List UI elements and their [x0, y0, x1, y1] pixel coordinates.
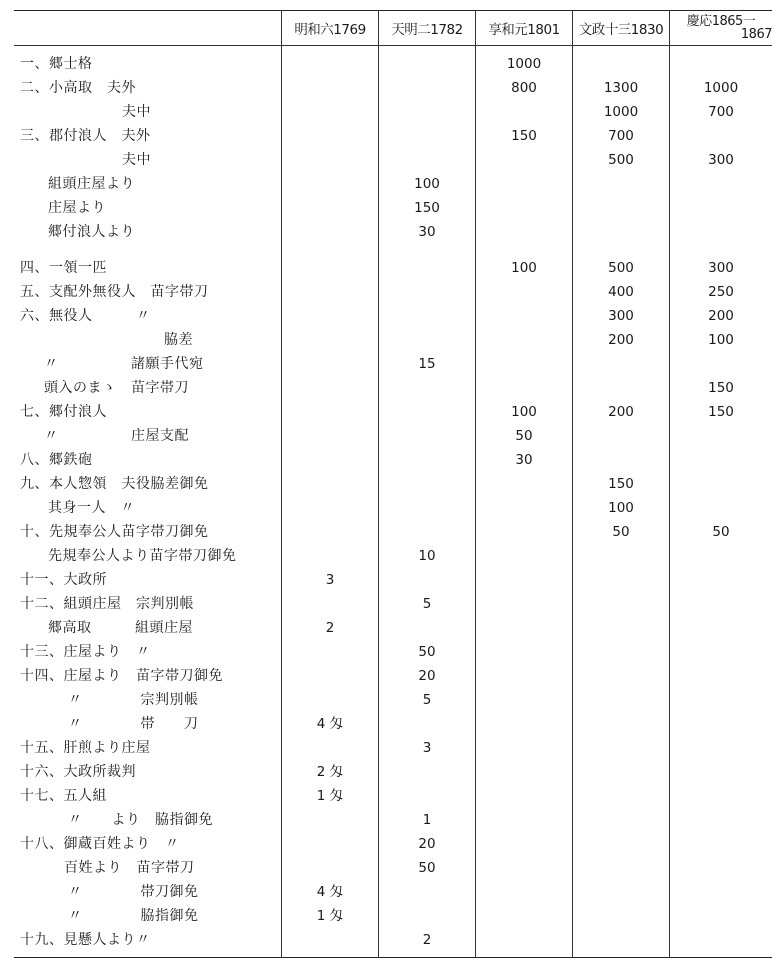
value-cell [573, 712, 669, 736]
table-row [14, 76, 772, 100]
value-cell: 150 [708, 404, 734, 420]
value-cell [670, 736, 772, 760]
value-cell [282, 376, 378, 400]
row-label: 〃 より 脇指御免 [68, 812, 213, 828]
value-cell [282, 220, 378, 244]
value-cell [282, 688, 378, 712]
value-cell [282, 424, 378, 448]
value-cell [379, 496, 475, 520]
value-cell [476, 220, 572, 244]
value-cell [573, 172, 669, 196]
value-cell [573, 808, 669, 832]
value-cell [476, 640, 572, 664]
value-cell [282, 472, 378, 496]
value-cell: 100 [708, 332, 734, 348]
value-cell [573, 52, 669, 76]
table-row [14, 124, 772, 148]
value-cell [573, 760, 669, 784]
header-tenmei: 天明二1782 [391, 22, 463, 38]
row-label: 十三、庄屋より 〃 [20, 644, 151, 660]
row-label: 郷付浪人より [48, 224, 135, 240]
table-row [14, 472, 772, 496]
row-label: 郷高取 組頭庄屋 [48, 620, 193, 636]
table-row [14, 736, 772, 760]
value-cell [282, 280, 378, 304]
row-label: 脇差 [164, 332, 193, 348]
table-row [14, 376, 772, 400]
value-cell [282, 496, 378, 520]
value-cell [476, 568, 572, 592]
value-cell [282, 928, 378, 952]
row-label: 夫中 [122, 104, 151, 120]
value-cell: 800 [511, 80, 537, 96]
value-cell [670, 52, 772, 76]
value-cell [476, 592, 572, 616]
value-cell [670, 568, 772, 592]
value-cell: 50 [515, 428, 533, 444]
value-cell [670, 496, 772, 520]
value-cell: 200 [608, 332, 634, 348]
header-divider [14, 45, 772, 46]
row-label: 四、一領一匹 [20, 260, 107, 276]
row-label: 十六、大政所裁判 [20, 764, 136, 780]
table-row [14, 664, 772, 688]
value-cell: 400 [608, 284, 634, 300]
row-label: 十一、大政所 [20, 572, 107, 588]
table-row [14, 256, 772, 280]
row-label: 組頭庄屋より [48, 176, 135, 192]
value-cell [282, 148, 378, 172]
value-cell [573, 664, 669, 688]
value-cell [379, 124, 475, 148]
value-cell [476, 904, 572, 928]
value-cell [573, 352, 669, 376]
value-cell [573, 784, 669, 808]
table-row [14, 100, 772, 124]
value-cell [476, 304, 572, 328]
value-cell: 5 [422, 692, 432, 708]
value-cell [282, 196, 378, 220]
value-cell [476, 784, 572, 808]
value-cell [282, 592, 378, 616]
value-cell: 20 [418, 836, 436, 852]
table-row [14, 172, 772, 196]
value-cell [476, 496, 572, 520]
value-cell [282, 736, 378, 760]
row-label: 六、無役人 〃 [20, 308, 151, 324]
value-cell: 1300 [603, 80, 639, 96]
row-label: 先規奉公人より苗字帯刀御免 [48, 548, 237, 564]
value-cell [670, 712, 772, 736]
value-cell: 100 [414, 176, 440, 192]
value-cell [573, 688, 669, 712]
value-cell [379, 76, 475, 100]
table-row [14, 424, 772, 448]
value-cell: 20 [418, 668, 436, 684]
table-row [14, 448, 772, 472]
row-label: 〃 庄屋支配 [44, 428, 189, 444]
value-cell [282, 100, 378, 124]
value-cell [573, 592, 669, 616]
value-cell: 700 [608, 128, 634, 144]
row-label: 〃 諸願手代宛 [44, 356, 204, 372]
row-label: 〃 帯刀御免 [68, 884, 199, 900]
value-cell: 30 [418, 224, 436, 240]
value-cell [379, 148, 475, 172]
value-cell [573, 832, 669, 856]
value-cell [670, 592, 772, 616]
value-cell [670, 640, 772, 664]
value-cell [573, 904, 669, 928]
price-table [14, 10, 772, 958]
value-cell: 2 [325, 620, 335, 636]
table-row [14, 856, 772, 880]
header-keio-line1: 慶応1865一 [686, 14, 756, 29]
row-label: 十、先規奉公人苗字帯刀御免 [20, 524, 209, 540]
value-cell [670, 124, 772, 148]
value-cell: 1000 [506, 56, 542, 72]
value-cell [379, 304, 475, 328]
value-cell [573, 568, 669, 592]
value-cell: 500 [608, 260, 634, 276]
row-label: 一、郷士格 [20, 56, 93, 72]
value-cell [379, 712, 475, 736]
value-cell [379, 448, 475, 472]
value-cell: 1 匁 [316, 788, 344, 804]
value-cell [476, 928, 572, 952]
header-keio [670, 11, 772, 45]
value-cell: 50 [612, 524, 630, 540]
value-cell: 3 [422, 740, 432, 756]
value-cell: 200 [708, 308, 734, 324]
table-row [14, 352, 772, 376]
value-cell [282, 640, 378, 664]
value-cell [476, 736, 572, 760]
value-cell [282, 76, 378, 100]
row-label: 八、郷鉄砲 [20, 452, 93, 468]
value-cell: 1 匁 [316, 908, 344, 924]
value-cell [670, 856, 772, 880]
row-label: 二、小高取 夫外 [20, 80, 136, 96]
value-cell [379, 256, 475, 280]
value-cell [670, 808, 772, 832]
header-bunsei: 文政十三1830 [578, 22, 664, 38]
row-label: 十四、庄屋より 苗字帯刀御免 [20, 668, 223, 684]
value-cell: 100 [511, 260, 537, 276]
value-cell [379, 616, 475, 640]
value-cell: 3 [325, 572, 335, 588]
value-cell [573, 880, 669, 904]
value-cell [282, 832, 378, 856]
value-cell [670, 544, 772, 568]
value-cell: 100 [608, 500, 634, 516]
value-cell: 50 [418, 644, 436, 660]
table-row [14, 280, 772, 304]
value-cell [379, 376, 475, 400]
value-cell [379, 520, 475, 544]
value-cell [379, 100, 475, 124]
value-cell [379, 784, 475, 808]
table-row [14, 688, 772, 712]
value-cell [573, 220, 669, 244]
table-row [14, 832, 772, 856]
table-row [14, 760, 772, 784]
value-cell [282, 544, 378, 568]
value-cell [476, 760, 572, 784]
table-row [14, 640, 772, 664]
value-cell [670, 880, 772, 904]
value-cell [670, 472, 772, 496]
value-cell [379, 400, 475, 424]
row-label: 其身一人 〃 [48, 500, 135, 516]
value-cell [476, 100, 572, 124]
row-label: 〃 宗判別帳 [68, 692, 199, 708]
value-cell [379, 328, 475, 352]
value-cell [282, 448, 378, 472]
value-cell: 300 [608, 308, 634, 324]
value-cell [670, 760, 772, 784]
header-meiwa: 明和六1769 [294, 22, 366, 38]
value-cell [476, 856, 572, 880]
value-cell [573, 196, 669, 220]
table-row [14, 592, 772, 616]
value-cell [476, 808, 572, 832]
value-cell [282, 124, 378, 148]
value-cell [670, 664, 772, 688]
value-cell [476, 328, 572, 352]
row-label: 十八、御蔵百姓より 〃 [20, 836, 180, 852]
value-cell [670, 832, 772, 856]
value-cell [476, 352, 572, 376]
value-cell [573, 424, 669, 448]
value-cell [573, 928, 669, 952]
row-label: 頭入のまゝ 苗字帯刀 [44, 380, 189, 396]
row-label: 十七、五人組 [20, 788, 107, 804]
table-row [14, 520, 772, 544]
row-label: 〃 帯 刀 [68, 716, 199, 732]
value-cell [670, 196, 772, 220]
value-cell [476, 520, 572, 544]
value-cell [670, 352, 772, 376]
table-row [14, 196, 772, 220]
table-row [14, 52, 772, 76]
value-cell [282, 808, 378, 832]
table-row [14, 904, 772, 928]
value-cell: 250 [708, 284, 734, 300]
row-label: 十二、組頭庄屋 宗判別帳 [20, 596, 194, 612]
value-cell [379, 52, 475, 76]
value-cell: 2 [422, 932, 432, 948]
row-label: 九、本人惣領 夫役脇差御免 [20, 476, 209, 492]
value-cell: 1000 [703, 80, 739, 96]
value-cell: 300 [708, 260, 734, 276]
value-cell: 5 [422, 596, 432, 612]
value-cell [573, 736, 669, 760]
header-keio-line2: 1867 [740, 27, 772, 42]
table-row [14, 712, 772, 736]
value-cell: 2 匁 [316, 764, 344, 780]
table-row [14, 880, 772, 904]
value-cell [282, 172, 378, 196]
row-label: 三、郡付浪人 夫外 [20, 128, 151, 144]
value-cell [282, 304, 378, 328]
row-label: 〃 脇指御免 [68, 908, 199, 924]
value-cell [476, 280, 572, 304]
row-label: 五、支配外無役人 苗字帯刀 [20, 284, 209, 300]
value-cell [379, 568, 475, 592]
value-cell: 30 [515, 452, 533, 468]
value-cell: 1000 [603, 104, 639, 120]
value-cell [476, 544, 572, 568]
value-cell: 50 [712, 524, 730, 540]
row-label: 十九、見懸人より〃 [20, 932, 151, 948]
table-row [14, 616, 772, 640]
value-cell [670, 424, 772, 448]
value-cell [476, 172, 572, 196]
value-cell [573, 544, 669, 568]
row-label: 夫中 [122, 152, 151, 168]
value-cell [282, 256, 378, 280]
value-cell: 500 [608, 152, 634, 168]
value-cell: 15 [418, 356, 436, 372]
value-cell [476, 712, 572, 736]
value-cell [476, 472, 572, 496]
value-cell [670, 904, 772, 928]
value-cell [573, 856, 669, 880]
value-cell [379, 904, 475, 928]
value-cell: 150 [511, 128, 537, 144]
table-row [14, 400, 772, 424]
value-cell [476, 880, 572, 904]
value-cell: 1 [422, 812, 432, 828]
value-cell: 700 [708, 104, 734, 120]
row-label: 十五、肝煎より庄屋 [20, 740, 151, 756]
table-row [14, 928, 772, 952]
value-cell [282, 520, 378, 544]
value-cell [670, 688, 772, 712]
value-cell [476, 376, 572, 400]
value-cell [282, 856, 378, 880]
row-label: 七、郷付浪人 [20, 404, 107, 420]
value-cell [476, 688, 572, 712]
value-cell: 300 [708, 152, 734, 168]
value-cell [573, 616, 669, 640]
table-row [14, 148, 772, 172]
table-row [14, 568, 772, 592]
value-cell [573, 448, 669, 472]
value-cell [282, 400, 378, 424]
table-row [14, 784, 772, 808]
value-cell [476, 196, 572, 220]
value-cell: 4 匁 [316, 716, 344, 732]
value-cell [379, 880, 475, 904]
row-label: 百姓より 苗字帯刀 [64, 860, 195, 876]
table-row [14, 328, 772, 352]
value-cell [282, 664, 378, 688]
table-row [14, 544, 772, 568]
value-cell: 10 [418, 548, 436, 564]
value-cell: 200 [608, 404, 634, 420]
value-cell: 150 [708, 380, 734, 396]
value-cell [670, 616, 772, 640]
value-cell [282, 52, 378, 76]
value-cell: 4 匁 [316, 884, 344, 900]
value-cell [476, 148, 572, 172]
value-cell [282, 352, 378, 376]
value-cell: 150 [414, 200, 440, 216]
value-cell [670, 172, 772, 196]
value-cell [573, 376, 669, 400]
value-cell [476, 616, 572, 640]
value-cell [476, 664, 572, 688]
value-cell: 50 [418, 860, 436, 876]
value-cell [282, 328, 378, 352]
value-cell [379, 472, 475, 496]
value-cell [379, 280, 475, 304]
table-row [14, 220, 772, 244]
value-cell [670, 784, 772, 808]
value-cell [379, 424, 475, 448]
value-cell [670, 220, 772, 244]
table-row [14, 496, 772, 520]
table-row [14, 304, 772, 328]
table-row [14, 808, 772, 832]
value-cell: 100 [511, 404, 537, 420]
header-kyowa: 享和元1801 [488, 22, 560, 38]
row-label: 庄屋より [48, 200, 106, 216]
value-cell [573, 640, 669, 664]
value-cell: 150 [608, 476, 634, 492]
value-cell [476, 832, 572, 856]
value-cell [670, 448, 772, 472]
value-cell [670, 928, 772, 952]
value-cell [379, 760, 475, 784]
